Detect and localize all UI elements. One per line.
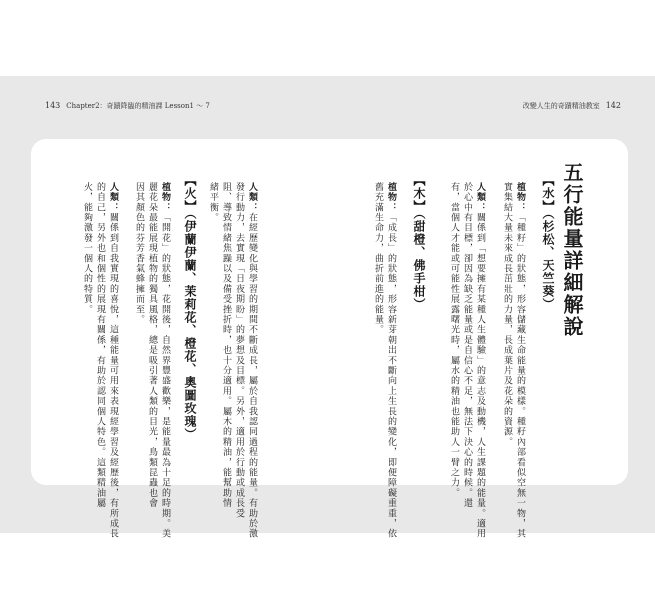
wood-human-paragraph: 人類：在經歷變化與學習的期間不斷成長，屬於自我認同過程的能量。有助於激 發行動力，去實現「日夜期盼」的夢想及目標。另外，適用於行動或成長受 阻、導致情緒焦躁以及備受挫折時，也十分適用。屬木的精油，能幫助情 緒平衡。 [208, 182, 257, 540]
fire-plant-paragraph: 植物：「開花」的狀態，花開後，自然界豐盛歡樂，是能量最為十足的時期。美 麗花朵最能展現植物的獨具風格，總是吸引著人類的目光，鳥類昆蟲也會 因其顏色的芬芳香氣蜂擁而至。 [134, 182, 170, 540]
fire-plant-label: 植物： [160, 182, 170, 213]
right-page-number: 142 [605, 101, 621, 110]
left-running-title: Chapter2：奇蹟降臨的精油課 Lesson1 ～ 7 [66, 102, 210, 110]
water-human-paragraph: 人類：關係到「想要擁有某種人生體驗」的意志及動機，人生課題的能量。適用 於心中有目標，卻因為缺乏能量或是自信心不足，無法下決心的時候。還 有，當個人才能或可能性展露曙光時，屬水的精油也能助人一臂之力。 [449, 182, 485, 540]
fire-human-label: 人類： [108, 182, 118, 213]
water-plant-label: 植物： [515, 182, 525, 213]
wood-human-label: 人類： [247, 182, 257, 213]
water-plant-paragraph: 植物：「種籽」的狀態，形容儲藏生命能量的模樣。種籽內部看似空無一物，其 實集結大量未來成長茁壯的力量，長成葉片及花朵的資源。 [502, 182, 525, 540]
water-heading: 【水】（杉松、天竺葵） [541, 174, 555, 311]
water-human-label: 人類： [475, 182, 485, 213]
fire-heading: 【火】（伊蘭伊蘭、茉莉花、橙花、奧圖玫瑰） [183, 174, 197, 441]
right-running-title: 改變人生的奇蹟精油教室 [522, 102, 600, 110]
wood-plant-label: 植物： [386, 182, 396, 213]
page-title: 五行能量詳細解說 [560, 162, 584, 338]
wood-heading: 【木】（甜橙、佛手柑） [412, 174, 426, 311]
content-card [31, 139, 628, 540]
right-page-header [523, 101, 621, 111]
left-page-header [45, 101, 210, 111]
fire-human-paragraph: 人類：關係到自我實現的喜悅，這種能量可用來表現經學習及經歷後，有所成長 的自己，另外也和個性的展現有關係，有助於認同個人特色。這類精油屬 火，能夠激發一個人的特質。 [82, 182, 118, 540]
left-page-number: 143 [45, 101, 61, 110]
wood-plant-paragraph: 植物：「成長」的狀態，形容新芽朝出不斷向上生長的變化，即便障礙重重，依 舊充滿生命力，曲折前進的能量。 [373, 182, 396, 540]
